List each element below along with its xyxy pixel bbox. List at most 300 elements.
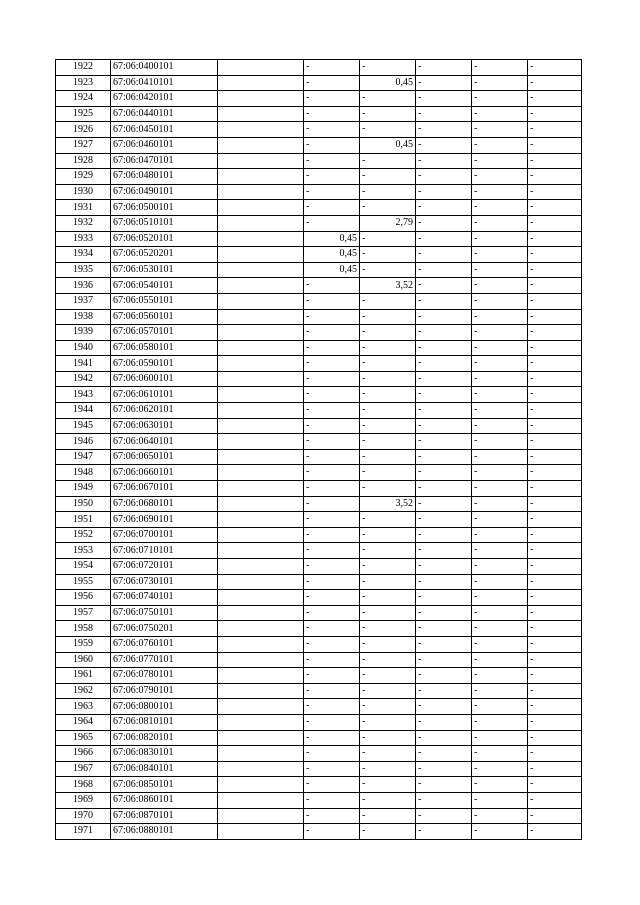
value-cell — [360, 262, 416, 278]
row-number-cell: 1960 — [56, 652, 111, 668]
dash-value: - — [474, 76, 478, 88]
dash-value: - — [362, 528, 366, 540]
empty-cell — [218, 761, 304, 777]
dash-value: - — [474, 747, 478, 759]
value-cell — [528, 730, 582, 746]
row-number-cell: 1925 — [56, 106, 111, 122]
row-number-cell: 1937 — [56, 293, 111, 309]
dash-value: - — [530, 61, 534, 72]
cadastral-code-cell: 67:06:0600101 — [111, 371, 218, 387]
row-number-cell: 1946 — [56, 434, 111, 450]
dash-value: - — [418, 185, 422, 197]
dash-value: - — [306, 450, 310, 462]
value-cell — [304, 668, 360, 684]
cadastral-code-cell: 67:06:0880101 — [111, 824, 218, 840]
value-cell — [528, 481, 582, 497]
cadastral-code-cell: 67:06:0560101 — [111, 309, 218, 325]
value-cell — [360, 418, 416, 434]
dash-value: - — [418, 575, 422, 587]
dash-value: - — [418, 637, 422, 649]
table-row — [56, 60, 582, 76]
value-cell — [360, 75, 416, 91]
value-cell — [360, 91, 416, 107]
cadastral-code-cell: 67:06:0810101 — [111, 714, 218, 730]
value-cell — [304, 792, 360, 808]
dash-value: - — [530, 341, 534, 353]
dash-value: - — [418, 232, 422, 244]
value-cell — [528, 309, 582, 325]
value-cell — [416, 387, 472, 403]
value-cell — [528, 387, 582, 403]
dash-value: - — [474, 544, 478, 556]
value-cell — [528, 293, 582, 309]
empty-cell — [218, 184, 304, 200]
cadastral-code-cell: 67:06:0440101 — [111, 106, 218, 122]
empty-cell — [218, 465, 304, 481]
dash-value: - — [362, 170, 366, 182]
table-row — [56, 293, 582, 309]
dash-value: - — [306, 170, 310, 182]
value-cell — [304, 683, 360, 699]
dash-value: - — [306, 747, 310, 759]
table-row — [56, 75, 582, 91]
dash-value: - — [530, 715, 534, 727]
cadastral-code-cell: 67:06:0750101 — [111, 605, 218, 621]
table-row — [56, 200, 582, 216]
empty-cell — [218, 153, 304, 169]
dash-value: - — [306, 294, 310, 306]
value-cell — [416, 215, 472, 231]
dash-value: - — [474, 606, 478, 618]
numeric-value: 0,45 — [339, 248, 357, 260]
cadastral-code-cell: 67:06:0750201 — [111, 621, 218, 637]
dash-value: - — [306, 637, 310, 649]
dash-value: - — [474, 684, 478, 696]
table-row — [56, 169, 582, 185]
dash-value: - — [418, 778, 422, 790]
row-number-cell: 1971 — [56, 824, 111, 840]
value-cell — [472, 262, 528, 278]
empty-cell — [218, 371, 304, 387]
empty-cell — [218, 403, 304, 419]
value-cell — [416, 325, 472, 341]
value-cell — [304, 808, 360, 824]
table-row — [56, 215, 582, 231]
value-cell — [304, 621, 360, 637]
table-row — [56, 247, 582, 263]
value-cell — [304, 340, 360, 356]
cadastral-code-cell: 67:06:0510101 — [111, 215, 218, 231]
row-number-cell: 1970 — [56, 808, 111, 824]
row-number-cell: 1940 — [56, 340, 111, 356]
value-cell — [528, 200, 582, 216]
table-row — [56, 761, 582, 777]
value-cell — [304, 699, 360, 715]
table-row — [56, 714, 582, 730]
value-cell — [360, 387, 416, 403]
dash-value: - — [418, 279, 422, 291]
table-row — [56, 371, 582, 387]
cadastral-code-cell: 67:06:0800101 — [111, 699, 218, 715]
dash-value: - — [418, 560, 422, 571]
dash-value: - — [530, 76, 534, 88]
dash-value: - — [418, 591, 422, 603]
dash-value: - — [474, 591, 478, 603]
value-cell — [360, 512, 416, 528]
row-number-cell: 1957 — [56, 605, 111, 621]
value-cell — [304, 824, 360, 840]
dash-value: - — [418, 497, 422, 509]
value-cell — [472, 652, 528, 668]
dash-value: - — [418, 435, 422, 447]
data-table — [55, 59, 582, 840]
value-cell — [304, 60, 360, 76]
value-cell — [528, 231, 582, 247]
table-row — [56, 231, 582, 247]
value-cell — [472, 559, 528, 575]
dash-value: - — [306, 76, 310, 88]
table-row — [56, 527, 582, 543]
value-cell — [360, 714, 416, 730]
value-cell — [472, 590, 528, 606]
table-row — [56, 808, 582, 824]
dash-value: - — [530, 513, 534, 525]
value-cell — [416, 137, 472, 153]
dash-value: - — [362, 185, 366, 197]
dash-value: - — [530, 248, 534, 260]
empty-cell — [218, 325, 304, 341]
dash-value: - — [474, 622, 478, 634]
row-number-cell: 1934 — [56, 247, 111, 263]
dash-value: - — [530, 216, 534, 228]
value-cell — [304, 278, 360, 294]
dash-value: - — [362, 591, 366, 603]
cadastral-code-cell: 67:06:0580101 — [111, 340, 218, 356]
dash-value: - — [418, 715, 422, 727]
value-cell — [360, 621, 416, 637]
dash-value: - — [306, 279, 310, 291]
empty-cell — [218, 231, 304, 247]
value-cell — [304, 106, 360, 122]
dash-value: - — [306, 653, 310, 665]
empty-cell — [218, 293, 304, 309]
dash-value: - — [306, 388, 310, 400]
value-cell — [416, 824, 472, 840]
empty-cell — [218, 122, 304, 138]
dash-value: - — [306, 778, 310, 790]
dash-value: - — [418, 123, 422, 135]
dash-value: - — [418, 482, 422, 494]
value-cell — [360, 777, 416, 793]
dash-value: - — [474, 388, 478, 400]
value-cell — [304, 200, 360, 216]
value-cell — [304, 262, 360, 278]
row-number-cell: 1936 — [56, 278, 111, 294]
value-cell — [528, 215, 582, 231]
value-cell — [472, 761, 528, 777]
value-cell — [528, 449, 582, 465]
value-cell — [472, 356, 528, 372]
value-cell — [360, 449, 416, 465]
dash-value: - — [530, 700, 534, 712]
cadastral-code-cell: 67:06:0640101 — [111, 434, 218, 450]
dash-value: - — [362, 326, 366, 338]
table-row — [56, 512, 582, 528]
dash-value: - — [530, 793, 534, 805]
dash-value: - — [362, 404, 366, 416]
value-cell — [416, 278, 472, 294]
row-number-cell: 1969 — [56, 792, 111, 808]
dash-value: - — [362, 637, 366, 649]
dash-value: - — [530, 528, 534, 540]
value-cell — [416, 699, 472, 715]
value-cell — [416, 309, 472, 325]
dash-value: - — [362, 762, 366, 774]
value-cell — [360, 231, 416, 247]
dash-value: - — [474, 107, 478, 119]
dash-value: - — [362, 825, 366, 837]
value-cell — [472, 153, 528, 169]
value-cell — [416, 356, 472, 372]
value-cell — [472, 106, 528, 122]
numeric-value: 0,45 — [339, 232, 357, 244]
value-cell — [304, 730, 360, 746]
value-cell — [472, 777, 528, 793]
value-cell — [304, 652, 360, 668]
dash-value: - — [474, 731, 478, 743]
value-cell — [472, 403, 528, 419]
value-cell — [360, 824, 416, 840]
dash-value: - — [306, 622, 310, 634]
dash-value: - — [530, 123, 534, 135]
value-cell — [528, 543, 582, 559]
dash-value: - — [418, 294, 422, 306]
value-cell — [360, 730, 416, 746]
row-number-cell: 1931 — [56, 200, 111, 216]
dash-value: - — [530, 450, 534, 462]
numeric-value: 3,52 — [395, 279, 413, 291]
cadastral-code-cell: 67:06:0850101 — [111, 777, 218, 793]
table-row — [56, 668, 582, 684]
cadastral-code-cell: 67:06:0480101 — [111, 169, 218, 185]
dash-value: - — [306, 61, 310, 72]
dash-value: - — [362, 310, 366, 322]
row-number-cell: 1942 — [56, 371, 111, 387]
value-cell — [472, 714, 528, 730]
row-number-cell: 1944 — [56, 403, 111, 419]
dash-value: - — [474, 248, 478, 260]
row-number-cell: 1927 — [56, 137, 111, 153]
dash-value: - — [306, 419, 310, 431]
dash-value: - — [362, 560, 366, 571]
dash-value: - — [362, 294, 366, 306]
empty-cell — [218, 200, 304, 216]
value-cell — [360, 652, 416, 668]
row-number-cell: 1943 — [56, 387, 111, 403]
value-cell — [360, 761, 416, 777]
empty-cell — [218, 777, 304, 793]
dash-value: - — [530, 466, 534, 478]
value-cell — [304, 449, 360, 465]
numeric-value: 2,79 — [395, 217, 413, 229]
table-row — [56, 106, 582, 122]
dash-value: - — [306, 825, 310, 837]
value-cell — [528, 325, 582, 341]
row-number-cell: 1968 — [56, 777, 111, 793]
dash-value: - — [418, 825, 422, 837]
value-cell — [416, 153, 472, 169]
dash-value: - — [530, 778, 534, 790]
empty-cell — [218, 621, 304, 637]
value-cell — [528, 434, 582, 450]
value-cell — [304, 122, 360, 138]
value-cell — [360, 106, 416, 122]
row-number-cell: 1955 — [56, 574, 111, 590]
dash-value: - — [474, 528, 478, 540]
dash-value: - — [474, 560, 478, 571]
dash-value: - — [362, 248, 366, 260]
dash-value: - — [418, 372, 422, 384]
value-cell — [360, 636, 416, 652]
value-cell — [472, 808, 528, 824]
row-number-cell: 1949 — [56, 481, 111, 497]
value-cell — [528, 683, 582, 699]
value-cell — [416, 683, 472, 699]
dash-value: - — [362, 684, 366, 696]
value-cell — [416, 247, 472, 263]
value-cell — [528, 714, 582, 730]
value-cell — [304, 527, 360, 543]
table-row — [56, 605, 582, 621]
value-cell — [528, 777, 582, 793]
dash-value: - — [306, 372, 310, 384]
value-cell — [416, 465, 472, 481]
dash-value: - — [530, 372, 534, 384]
dash-value: - — [362, 669, 366, 681]
dash-value: - — [474, 138, 478, 150]
cadastral-code-cell: 67:06:0670101 — [111, 481, 218, 497]
cadastral-code-cell: 67:06:0520201 — [111, 247, 218, 263]
value-cell — [472, 309, 528, 325]
value-cell — [416, 746, 472, 762]
dash-value: - — [474, 216, 478, 228]
value-cell — [528, 465, 582, 481]
empty-cell — [218, 590, 304, 606]
value-cell — [416, 184, 472, 200]
dash-value: - — [362, 341, 366, 353]
dash-value: - — [362, 747, 366, 759]
value-cell — [528, 278, 582, 294]
value-cell — [304, 356, 360, 372]
dash-value: - — [474, 123, 478, 135]
value-cell — [472, 434, 528, 450]
dash-value: - — [418, 154, 422, 166]
dash-value: - — [418, 216, 422, 228]
value-cell — [360, 746, 416, 762]
table-row — [56, 481, 582, 497]
dash-value: - — [474, 170, 478, 182]
value-cell — [416, 605, 472, 621]
row-number-cell: 1938 — [56, 309, 111, 325]
empty-cell — [218, 683, 304, 699]
row-number-cell: 1923 — [56, 75, 111, 91]
row-number-cell: 1961 — [56, 668, 111, 684]
table-row — [56, 137, 582, 153]
dash-value: - — [306, 341, 310, 353]
empty-cell — [218, 636, 304, 652]
value-cell — [304, 137, 360, 153]
empty-cell — [218, 543, 304, 559]
row-number-cell: 1945 — [56, 418, 111, 434]
value-cell — [360, 340, 416, 356]
dash-value: - — [418, 466, 422, 478]
dash-value: - — [474, 513, 478, 525]
empty-cell — [218, 527, 304, 543]
dash-value: - — [418, 388, 422, 400]
dash-value: - — [530, 622, 534, 634]
value-cell — [360, 496, 416, 512]
dash-value: - — [362, 793, 366, 805]
cadastral-code-cell: 67:06:0550101 — [111, 293, 218, 309]
dash-value: - — [418, 404, 422, 416]
dash-value: - — [530, 201, 534, 213]
dash-value: - — [418, 419, 422, 431]
row-number-cell: 1935 — [56, 262, 111, 278]
value-cell — [360, 465, 416, 481]
dash-value: - — [362, 263, 366, 275]
value-cell — [472, 75, 528, 91]
dash-value: - — [362, 232, 366, 244]
cadastral-code-cell: 67:06:0540101 — [111, 278, 218, 294]
empty-cell — [218, 714, 304, 730]
value-cell — [304, 215, 360, 231]
row-number-cell: 1956 — [56, 590, 111, 606]
dash-value: - — [474, 637, 478, 649]
empty-cell — [218, 449, 304, 465]
cadastral-code-cell: 67:06:0460101 — [111, 137, 218, 153]
empty-cell — [218, 169, 304, 185]
value-cell — [416, 200, 472, 216]
row-number-cell: 1964 — [56, 714, 111, 730]
value-cell — [304, 91, 360, 107]
value-cell — [416, 122, 472, 138]
dash-value: - — [530, 419, 534, 431]
row-number-cell: 1951 — [56, 512, 111, 528]
table-row — [56, 309, 582, 325]
dash-value: - — [530, 310, 534, 322]
cadastral-code-cell: 67:06:0860101 — [111, 792, 218, 808]
dash-value: - — [418, 138, 422, 150]
dash-value: - — [474, 809, 478, 821]
table-row — [56, 590, 582, 606]
dash-value: - — [530, 653, 534, 665]
dash-value: - — [306, 310, 310, 322]
value-cell — [360, 683, 416, 699]
dash-value: - — [474, 294, 478, 306]
dash-value: - — [362, 653, 366, 665]
value-cell — [472, 668, 528, 684]
value-cell — [528, 808, 582, 824]
value-cell — [416, 403, 472, 419]
value-cell — [304, 184, 360, 200]
cadastral-code-cell: 67:06:0570101 — [111, 325, 218, 341]
value-cell — [416, 636, 472, 652]
dash-value: - — [306, 684, 310, 696]
table-row — [56, 683, 582, 699]
value-cell — [472, 543, 528, 559]
dash-value: - — [306, 326, 310, 338]
numeric-value: 3,52 — [395, 497, 413, 509]
